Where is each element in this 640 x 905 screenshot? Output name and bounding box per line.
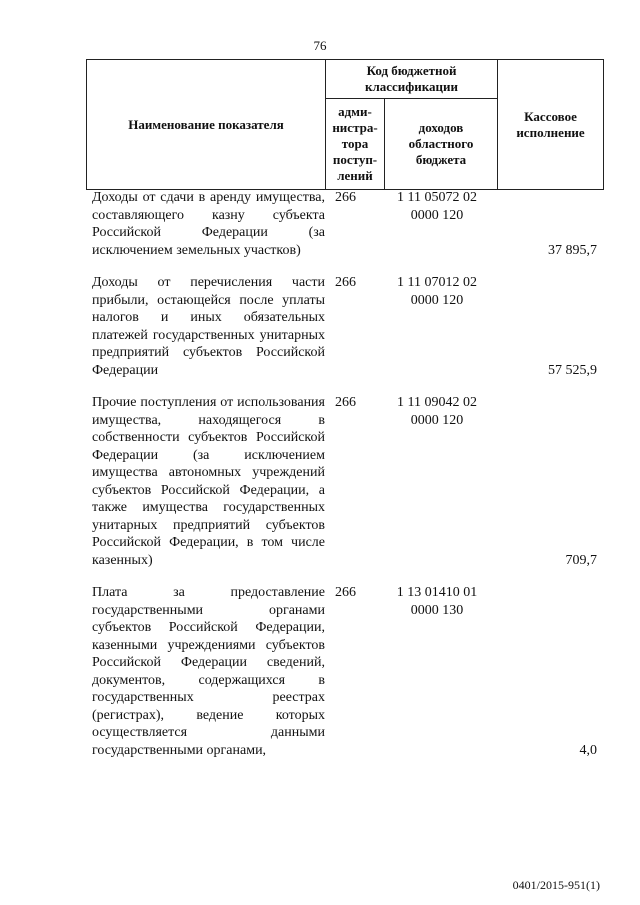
cash-execution-amount: 4,0 bbox=[579, 742, 597, 758]
budget-income-code: 1 13 01410 01 0000 130 bbox=[396, 585, 478, 618]
cash-execution-amount: 37 895,7 bbox=[548, 242, 597, 258]
indicator-name: Прочие поступления от использования имущества, находящегося в собственности субъектов Российской Федерации (за исключением имущества автономных учреждений субъектов Российской Федерации, а также имущества государственных унитарных предприятий субъектов Российской Федерации, в том числе казенных) bbox=[92, 395, 325, 568]
budget-income-code: 1 11 05072 02 0000 120 bbox=[397, 190, 477, 223]
table-header bbox=[86, 59, 603, 189]
indicator-name: Доходы от сдачи в аренду имущества, составляющего казну субъекта Российской Федерации (за исключением земельных участков) bbox=[92, 190, 325, 258]
table-row bbox=[86, 394, 603, 569]
header-admin-column: адми-нистра-тора поступ-лений bbox=[326, 99, 385, 190]
admin-code: 266 bbox=[335, 275, 356, 290]
cash-execution-amount: 709,7 bbox=[565, 552, 597, 568]
cash-execution-amount: 57 525,9 bbox=[548, 362, 597, 378]
table-body bbox=[86, 189, 603, 774]
indicator-name: Доходы от перечисления части прибыли, остающейся после уплаты налогов и иных обязательных платежей государственных унитарных предприятий субъектов Российской Федерации bbox=[92, 275, 325, 378]
header-income-column: доходов областного бюджета bbox=[385, 99, 498, 190]
indicator-name: Плата за предоставление государственными органами субъектов Российской Федерации, казенными учреждениями субъектов Российской Федерации сведений, документов, содержащихся в государственных реестрах (регистрах), ведение которых осуществляется данными государственными органами, bbox=[92, 585, 325, 758]
document-code: 0401/2015-951(1) bbox=[512, 878, 600, 892]
admin-code: 266 bbox=[335, 190, 356, 205]
table-row bbox=[86, 584, 603, 759]
page-number: 76 bbox=[313, 38, 327, 53]
header-budget-code-group: Код бюджетной классификации bbox=[326, 60, 498, 99]
budget-income-code: 1 11 09042 02 0000 120 bbox=[397, 395, 477, 428]
admin-code: 266 bbox=[335, 395, 356, 410]
header-amount-column: Кассовое исполнение bbox=[498, 60, 604, 190]
header-name-column: Наименование показателя bbox=[87, 60, 326, 190]
admin-code: 266 bbox=[335, 585, 356, 600]
table-row bbox=[86, 274, 603, 379]
table-row bbox=[86, 189, 603, 259]
budget-income-code: 1 11 07012 02 0000 120 bbox=[397, 275, 477, 308]
